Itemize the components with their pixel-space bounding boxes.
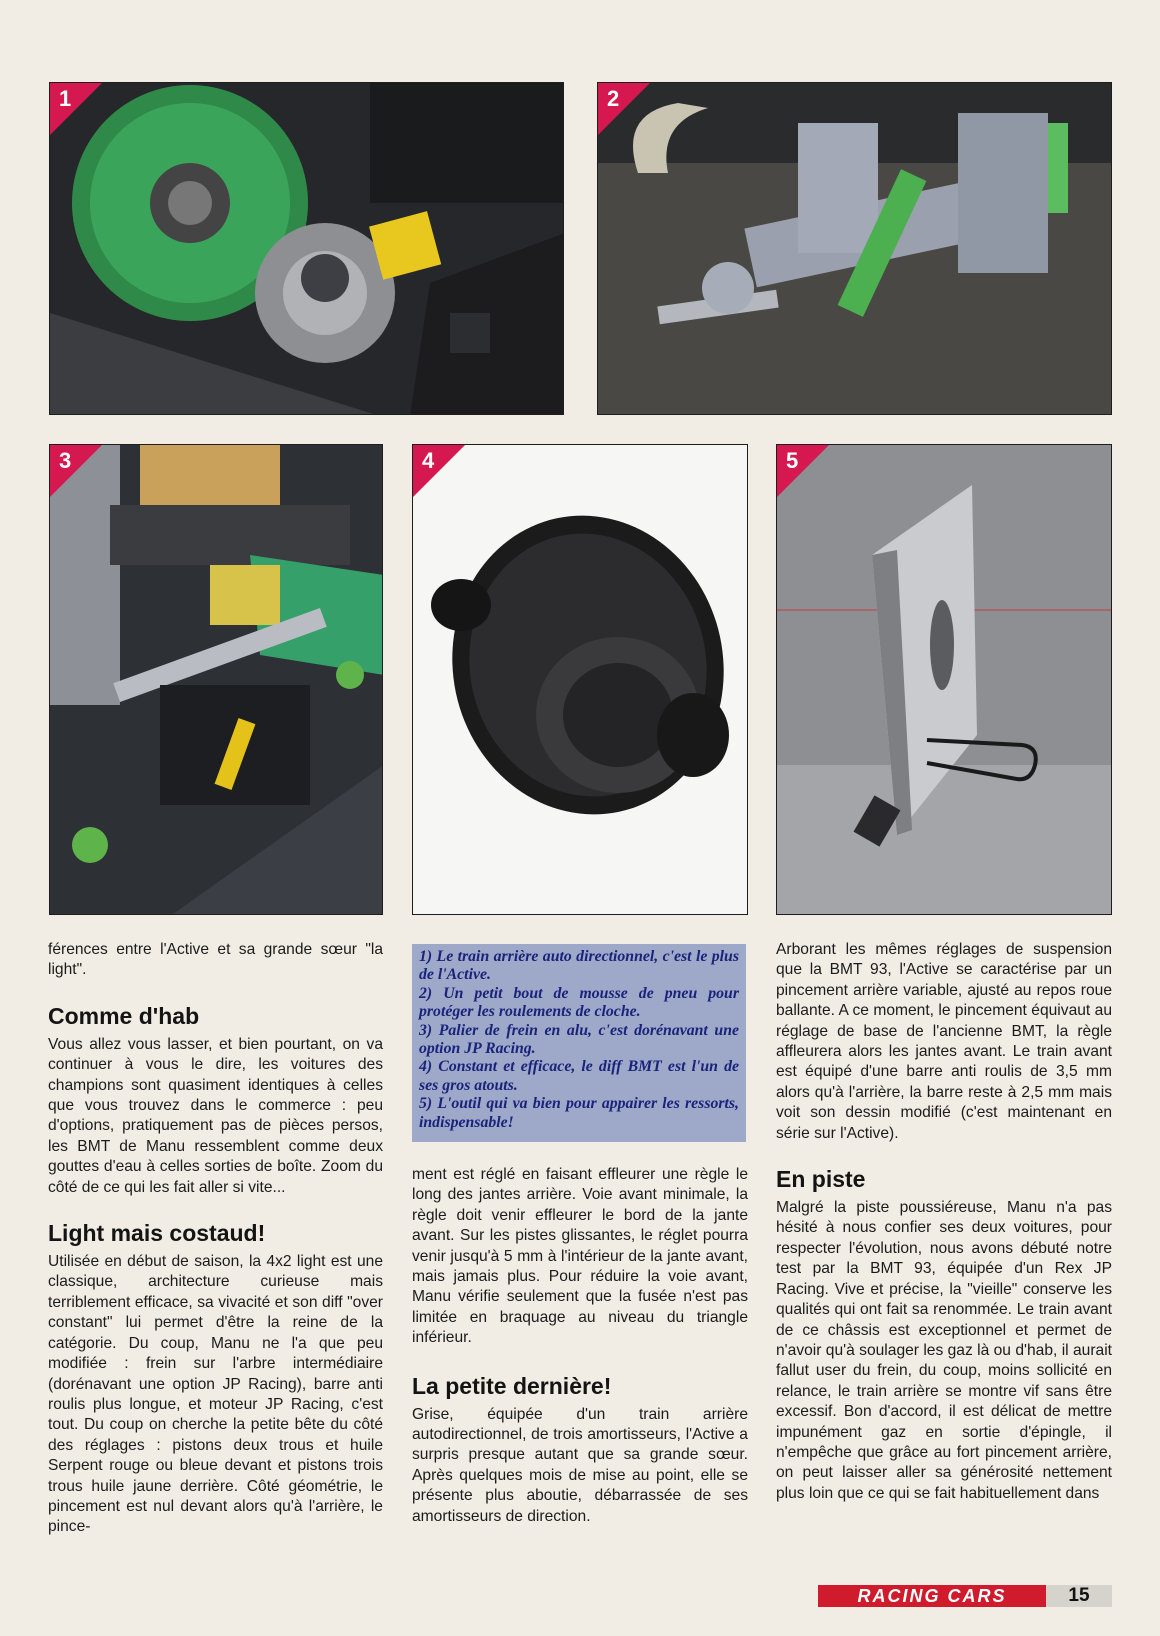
page-number: 15 xyxy=(1046,1585,1112,1607)
caption-line-5: 5) L'outil qui va bien pour appairer les ressorts, indispensable! xyxy=(419,1095,739,1131)
photo-2 xyxy=(597,82,1112,415)
column-1-paragraph-1: férences entre l'Active et sa grande sœur "la light". xyxy=(48,941,383,979)
photo-3-number: 3 xyxy=(59,448,72,473)
photo-4-badge xyxy=(413,445,465,497)
photo-1 xyxy=(49,82,564,415)
photo-3-badge xyxy=(50,445,102,497)
photo-5-number: 5 xyxy=(786,448,799,473)
photo-2-axle-image xyxy=(598,83,1112,415)
heading-la-petite-derniere: La petite dernière! xyxy=(412,1372,612,1399)
caption-line-4: 4) Constant et efficace, le diff BMT est l'un de ses gros atouts. xyxy=(419,1058,739,1094)
photo-4 xyxy=(412,444,748,915)
photo-5-badge xyxy=(777,445,829,497)
column-1-paragraph-2: Vous allez vous lasser, et bien pourtant, on va continuer à vous le dire, les voitures des champions sont quasiment identiques à celles que vous trouvez dans le commerce : peu d'options, pratiquement pas de pièces persos, les BMT de Manu ressemblent comme deux gouttes d'eau à celles sorties de boîte. Zoom du côté de ce qui les fait aller si vite... xyxy=(48,1035,383,1196)
photo-3-engine-image xyxy=(50,445,383,915)
photo-1-badge xyxy=(50,83,102,135)
heading-en-piste: En piste xyxy=(776,1166,866,1193)
heading-light-mais-costaud: Light mais costaud! xyxy=(48,1220,266,1247)
photo-4-diff-image xyxy=(413,445,748,915)
photo-3 xyxy=(49,444,383,915)
heading-comme-dhab: Comme d'hab xyxy=(48,1002,200,1029)
article-column-3 xyxy=(776,940,1112,1504)
column-1-paragraph-3: Utilisée en début de saison, la 4x2 light est une classique, architecture curieuse mais terriblement efficace, sa vivacité et son diff "over constant" lui permet d'être la reine de la catégorie. Du coup, Manu ne l'a que peu modifiée : frein sur l'arbre intermédiaire (dorénavant une option JP Racing), barre anti roulis plus longue, et moteur JP Racing, c'est tout. Du coup on cherche la petite bête du côté des réglages : pistons deux trous et huile Serpent rouge ou bleue devant et pistons trois trous huile jaune derrière. Côté géométrie, le pincement est nul devant alors qu'à l'arrière, le pince- xyxy=(48,1253,383,1536)
caption-line-1: 1) Le train arrière auto directionnel, c'est le plus de l'Active. xyxy=(419,948,739,984)
magazine-brand-logo: RACING CARS xyxy=(818,1585,1046,1607)
photo-1-number: 1 xyxy=(59,86,72,111)
caption-line-2: 2) Un petit bout de mousse de pneu pour protéger les roulements de cloche. xyxy=(419,984,739,1021)
photo-1-gears-image xyxy=(50,83,564,415)
photo-5-tool-image xyxy=(777,445,1112,915)
column-3-paragraph-1: Arborant les mêmes réglages de suspension que la BMT 93, l'Active se caractérise par un pincement arrière variable, ajusté au repos roue ballante. A ce moment, le pincement équivaut au réglage de base de l'ancienne BMT, la règle affleurera alors les jantes avant. Le train avant est équipé d'une barre anti roulis de 3,5 mm alors qu'à l'arrière, la barre reste à 2,5 mm mais voit son dessin modifié (c'est maintenant en série sur l'Active). xyxy=(776,941,1112,1142)
photo-5 xyxy=(776,444,1112,915)
article-column-1 xyxy=(48,940,383,1538)
article-column-2 xyxy=(412,1165,748,1527)
caption-line-3: 3) Palier de frein en alu, c'est dorénavant une option JP Racing. xyxy=(419,1021,739,1058)
photo-caption-box xyxy=(412,944,746,1142)
photo-2-number: 2 xyxy=(607,86,620,111)
column-2-paragraph-1: ment est réglé en faisant effleurer une règle le long des jantes arrière. Voie avant minimale, la règle doit venir effleurer le bord de la jante avant. Sur les pistes glissantes, le réglet pourra venir jusqu'à 5 mm à l'intérieur de la jante avant, mais jamais plus. Pour réduire la voie avant, Manu vérifie seulement que la fusée n'est pas limitée en braquage au niveau du triangle inférieur. xyxy=(412,1166,748,1347)
column-3-paragraph-2: Malgré la piste poussiéreuse, Manu n'a pas hésité à nous confier ses deux voitures, pour respecter l'évolution, nous avons débuté notre test par la BMT 93, équipée d'un Rex JP Racing. Vive et précise, la "vieille" conserve les qualités qui ont fait sa renommée. Le train avant de ce châssis est exceptionnel et permet de n'avoir qu'à soulager les gaz là ou d'hab, il aurait fallut user du frein, du coup, moins sollicité en relance, le train arrière se montre vif sans être excessif. Bon d'accord, il est délicat de mettre impunément gaz en sortie d'épingle, il n'empêche que grâce au fort pincement arrière, on peut laisser aller sa générosité nettement plus loin que ce qui se fait habituellement dans xyxy=(776,1199,1112,1502)
photo-2-badge xyxy=(598,83,650,135)
column-2-paragraph-2: Grise, équipée d'un train arrière autodirectionnel, de trois amortisseurs, l'Active a surpris presque autant que sa grande sœur. Après quelques mois de mise au point, elle se présente plus aboutie, débarrassée de ses amortisseurs de direction. xyxy=(412,1405,748,1525)
photo-4-number: 4 xyxy=(422,448,435,473)
